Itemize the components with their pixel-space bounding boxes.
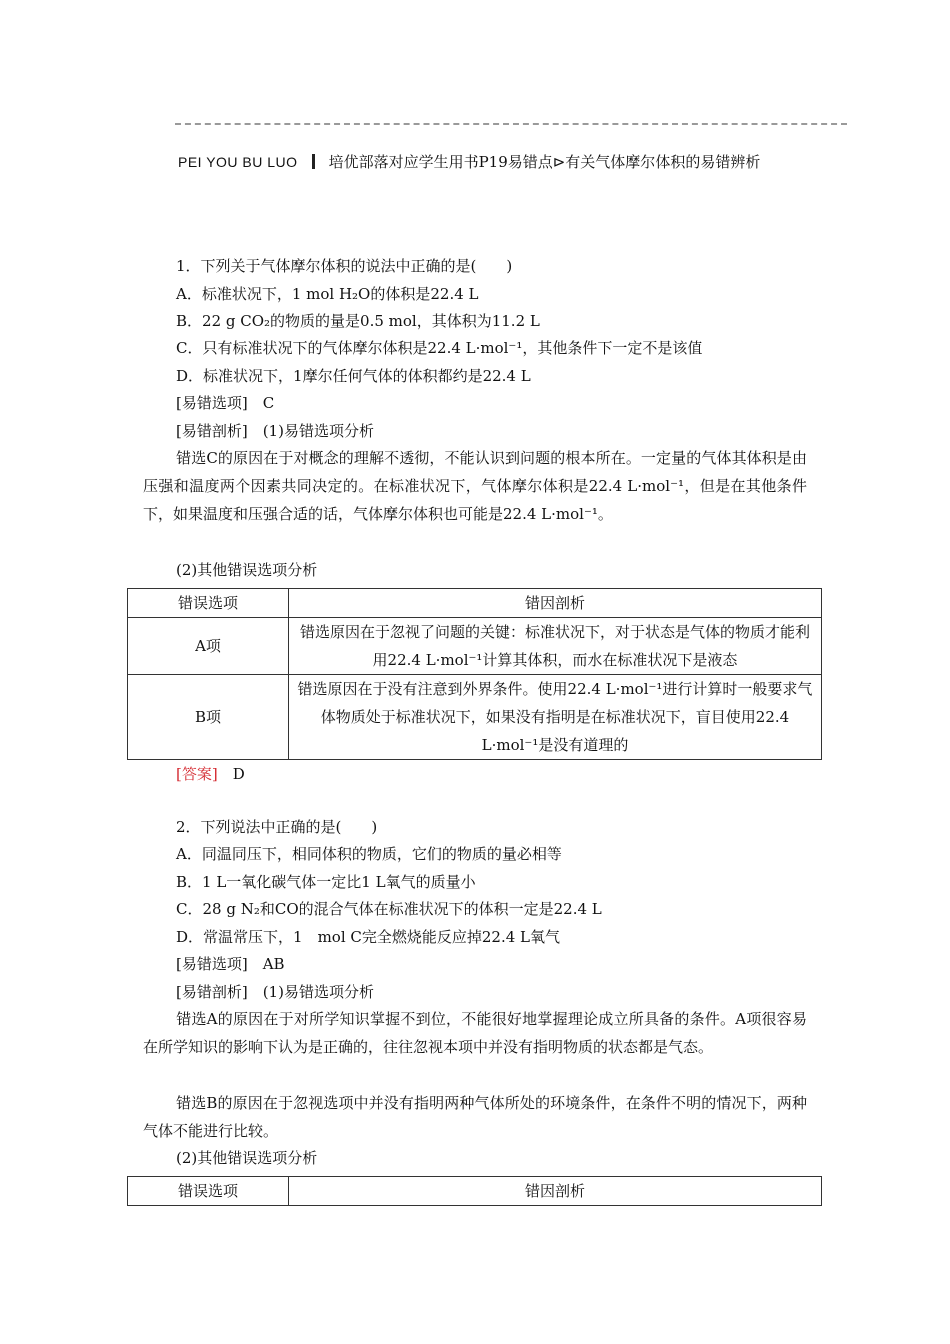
q2-option-b: B．1 L一氧化碳气体一定比1 L氧气的质量小 [176,873,476,891]
header-latin: PEI YOU BU LUO [178,154,298,170]
q1-stem: 1．下列关于气体摩尔体积的说法中正确的是( ) [176,257,513,275]
q1-error-table [127,588,822,760]
q1-wrong-option: [易错选项] C [176,394,275,412]
section-header [143,148,833,176]
q1-option-d: D．标准状况下，1摩尔任何气体的体积都约是22.4 L [176,367,531,385]
table-row [128,618,822,675]
table-cell-reason: 错选原因在于没有注意到外界条件。使用22.4 L·mol⁻¹进行计算时一般要求气体物质处于标准状况下，如果没有指明是在标准状况下，盲目使用22.4 L·mol⁻¹是没有道理的 [289,675,822,760]
answer-value: D [232,765,245,783]
q1-other-title: (2)其他错误选项分析 [176,561,318,579]
header-title: 培优部落对应学生用书P19易错点⊳有关气体摩尔体积的易错辨析 [328,153,761,171]
q2-option-c: C．28 g N₂和CO的混合气体在标准状况下的体积一定是22.4 L [176,900,602,918]
q2-wrong-option: [易错选项] AB [176,955,285,973]
table-header-cell: 错误选项 [128,1177,289,1206]
answer-label: [答案] [176,765,218,783]
q2-stem: 2．下列说法中正确的是( ) [176,818,378,836]
q2-analysis-paragraph: 错选A的原因在于对所学知识掌握不到位，不能很好地掌握理论成立所具备的条件。A项很容易在所学知识的影响下认为是正确的，往往忽视本项中并没有指明物质的状态都是气态。 [143,1010,807,1056]
q2-analysis-paragraph: 错选B的原因在于忽视选项中并没有指明两种气体所处的环境条件，在条件不明的情况下，两种气体不能进行比较。 [143,1094,807,1140]
table-header-row [128,589,822,618]
table-cell-option: B项 [128,675,289,760]
q1-analysis-title: [易错剖析] (1)易错选项分析 [176,422,374,440]
dashed-divider [175,123,847,125]
q1-option-b: B．22 g CO₂的物质的量是0.5 mol，其体积为11.2 L [176,312,540,330]
q1-option-c: C．只有标准状况下的气体摩尔体积是22.4 L·mol⁻¹，其他条件下一定不是该值 [176,339,703,357]
q2-analysis-title: [易错剖析] (1)易错选项分析 [176,983,374,1001]
table-header-cell: 错误选项 [128,589,289,618]
table-header-row [128,1177,822,1206]
q1-analysis-paragraph: 错选C的原因在于对概念的理解不透彻，不能认识到问题的根本所在。一定量的气体其体积是由压强和温度两个因素共同决定的。在标准状况下，气体摩尔体积是22.4 L·mol⁻¹，但是在其他条件下，如果温度和压强合适的话，气体摩尔体积也可能是22.4 L·mol⁻¹。 [143,449,807,523]
q1-answer [176,760,245,788]
q2-other-title: (2)其他错误选项分析 [176,1149,318,1167]
table-header-cell: 错因剖析 [289,1177,822,1206]
q2-option-a: A．同温同压下，相同体积的物质，它们的物质的量必相等 [176,845,562,863]
header-divider-bar [312,154,315,169]
table-row [128,675,822,760]
q1-option-a: A．标准状况下，1 mol H₂O的体积是22.4 L [176,285,479,303]
q2-error-table [127,1176,822,1206]
table-header-cell: 错因剖析 [289,589,822,618]
table-cell-option: A项 [128,618,289,675]
table-cell-reason: 错选原因在于忽视了问题的关键：标准状况下，对于状态是气体的物质才能利用22.4 L·mol⁻¹计算其体积，而水在标准状况下是液态 [289,618,822,675]
q2-option-d: D．常温常压下，1 mol C完全燃烧能反应掉22.4 L氧气 [176,928,560,946]
